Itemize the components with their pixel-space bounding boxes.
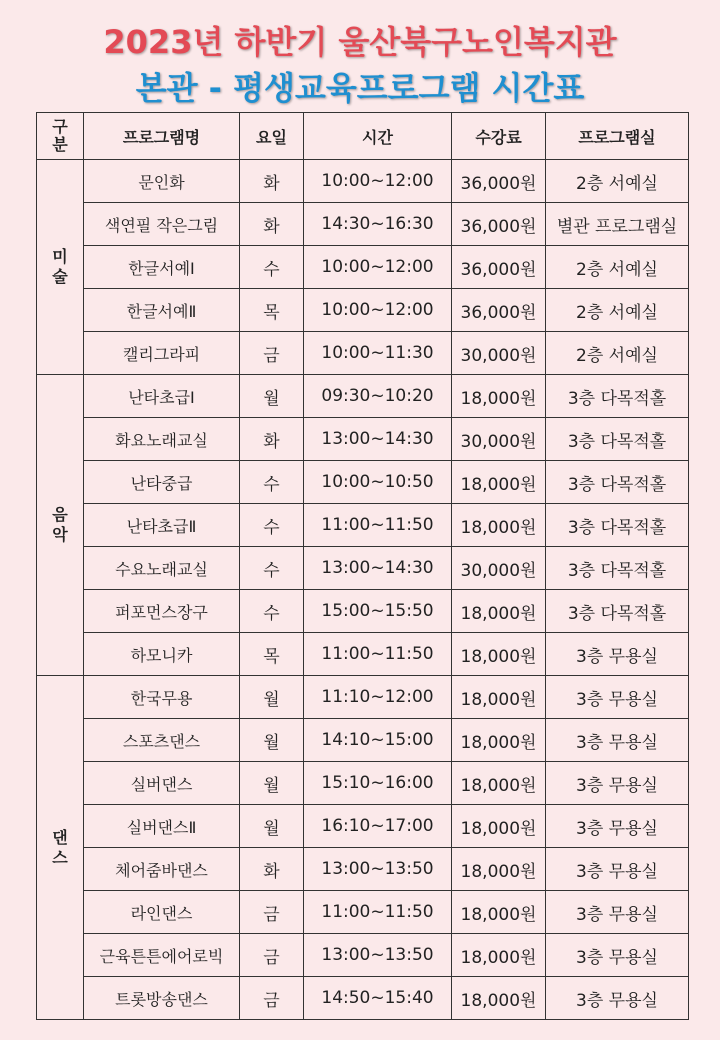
cell-name: 캘리그라피 (84, 332, 240, 375)
cell-name: 실버댄스 (84, 762, 240, 805)
cell-name: 실버댄스Ⅱ (84, 805, 240, 848)
cell-room: 3층 무용실 (546, 762, 689, 805)
category-cell (37, 676, 84, 1020)
cell-name: 퍼포먼스장구 (84, 590, 240, 633)
table-row (37, 332, 689, 375)
cell-room: 3층 다목적홀 (546, 375, 689, 418)
cell-time: 15:10~16:00 (304, 762, 452, 805)
category-cell (37, 160, 84, 375)
cell-room: 3층 다목적홀 (546, 461, 689, 504)
schedule-table (36, 112, 689, 1020)
cell-time: 14:50~15:40 (304, 977, 452, 1020)
cell-room: 3층 무용실 (546, 977, 689, 1020)
cell-room: 3층 무용실 (546, 719, 689, 762)
cell-time: 10:00~12:00 (304, 160, 452, 203)
cell-room: 2층 서예실 (546, 246, 689, 289)
cell-day: 화 (240, 203, 304, 246)
header-name: 프로그램명 (84, 113, 240, 160)
cell-time: 10:00~10:50 (304, 461, 452, 504)
cell-name: 난타초급Ⅱ (84, 504, 240, 547)
cell-name: 근육튼튼에어로빅 (84, 934, 240, 977)
cell-room: 3층 다목적홀 (546, 418, 689, 461)
cell-name: 체어줌바댄스 (84, 848, 240, 891)
cell-day: 월 (240, 676, 304, 719)
cell-day: 금 (240, 891, 304, 934)
table-row (37, 289, 689, 332)
cell-name: 화요노래교실 (84, 418, 240, 461)
cell-fee: 18,000원 (452, 719, 546, 762)
cell-fee: 18,000원 (452, 934, 546, 977)
cell-name: 난타초급Ⅰ (84, 375, 240, 418)
cell-name: 문인화 (84, 160, 240, 203)
cell-name: 한글서예Ⅰ (84, 246, 240, 289)
table-row (37, 934, 689, 977)
cell-time: 13:00~13:50 (304, 848, 452, 891)
table-row (37, 246, 689, 289)
table-row (37, 848, 689, 891)
cell-fee: 18,000원 (452, 805, 546, 848)
table-row (37, 762, 689, 805)
schedule-body (37, 160, 689, 1020)
cell-day: 화 (240, 418, 304, 461)
category-char: 술 (52, 267, 68, 286)
cell-day: 월 (240, 719, 304, 762)
table-row (37, 676, 689, 719)
cell-room: 2층 서예실 (546, 160, 689, 203)
table-row (37, 504, 689, 547)
table-row (37, 805, 689, 848)
category-char: 댄 (52, 827, 68, 847)
cell-time: 13:00~13:50 (304, 934, 452, 977)
header-room: 프로그램실 (546, 113, 689, 160)
cell-fee: 36,000원 (452, 289, 546, 332)
header-category (37, 113, 84, 160)
cell-time: 15:00~15:50 (304, 590, 452, 633)
cell-name: 라인댄스 (84, 891, 240, 934)
cell-day: 화 (240, 160, 304, 203)
cell-day: 금 (240, 977, 304, 1020)
cell-day: 수 (240, 504, 304, 547)
cell-time: 11:00~11:50 (304, 504, 452, 547)
cell-name: 한글서예Ⅱ (84, 289, 240, 332)
category-char: 스 (52, 847, 68, 867)
table-row (37, 461, 689, 504)
table-row (37, 547, 689, 590)
header-fee: 수강료 (452, 113, 546, 160)
cell-fee: 30,000원 (452, 418, 546, 461)
header-category-char: 구 (52, 117, 68, 136)
cell-day: 월 (240, 805, 304, 848)
cell-name: 하모니카 (84, 633, 240, 676)
table-row (37, 375, 689, 418)
cell-room: 3층 무용실 (546, 633, 689, 676)
header-time: 시간 (304, 113, 452, 160)
cell-room: 3층 무용실 (546, 934, 689, 977)
cell-room: 3층 무용실 (546, 848, 689, 891)
cell-fee: 30,000원 (452, 547, 546, 590)
cell-time: 10:00~12:00 (304, 289, 452, 332)
table-row (37, 203, 689, 246)
cell-day: 월 (240, 762, 304, 805)
cell-time: 14:10~15:00 (304, 719, 452, 762)
table-row (37, 977, 689, 1020)
cell-room: 3층 무용실 (546, 676, 689, 719)
header-category-char: 분 (52, 135, 68, 154)
cell-fee: 18,000원 (452, 762, 546, 805)
cell-time: 10:00~12:00 (304, 246, 452, 289)
cell-day: 수 (240, 590, 304, 633)
cell-fee: 18,000원 (452, 590, 546, 633)
cell-day: 수 (240, 246, 304, 289)
cell-fee: 36,000원 (452, 246, 546, 289)
table-row (37, 633, 689, 676)
cell-fee: 18,000원 (452, 848, 546, 891)
cell-day: 금 (240, 332, 304, 375)
cell-name: 수요노래교실 (84, 547, 240, 590)
cell-time: 11:00~11:50 (304, 891, 452, 934)
cell-time: 10:00~11:30 (304, 332, 452, 375)
table-row (37, 160, 689, 203)
cell-room: 3층 다목적홀 (546, 590, 689, 633)
cell-room: 별관 프로그램실 (546, 203, 689, 246)
cell-day: 금 (240, 934, 304, 977)
table-header-row (37, 113, 689, 160)
cell-fee: 18,000원 (452, 504, 546, 547)
table-row (37, 891, 689, 934)
cell-day: 수 (240, 547, 304, 590)
cell-day: 월 (240, 375, 304, 418)
page-subtitle: 본관 - 평생교육프로그램 시간표 (135, 69, 585, 107)
cell-name: 색연필 작은그림 (84, 203, 240, 246)
cell-fee: 18,000원 (452, 633, 546, 676)
table-row (37, 418, 689, 461)
cell-fee: 36,000원 (452, 203, 546, 246)
cell-room: 3층 무용실 (546, 891, 689, 934)
cell-fee: 36,000원 (452, 160, 546, 203)
cell-day: 목 (240, 289, 304, 332)
cell-room: 3층 다목적홀 (546, 547, 689, 590)
cell-fee: 18,000원 (452, 461, 546, 504)
cell-room: 2층 서예실 (546, 289, 689, 332)
cell-name: 트롯방송댄스 (84, 977, 240, 1020)
cell-time: 09:30~10:20 (304, 375, 452, 418)
category-char: 악 (52, 525, 68, 544)
cell-time: 11:00~11:50 (304, 633, 452, 676)
cell-time: 13:00~14:30 (304, 547, 452, 590)
cell-room: 3층 무용실 (546, 805, 689, 848)
cell-fee: 18,000원 (452, 977, 546, 1020)
cell-fee: 30,000원 (452, 332, 546, 375)
cell-name: 스포츠댄스 (84, 719, 240, 762)
cell-time: 11:10~12:00 (304, 676, 452, 719)
table-row (37, 719, 689, 762)
cell-day: 목 (240, 633, 304, 676)
cell-fee: 18,000원 (452, 891, 546, 934)
cell-room: 3층 다목적홀 (546, 504, 689, 547)
cell-room: 2층 서예실 (546, 332, 689, 375)
cell-fee: 18,000원 (452, 375, 546, 418)
category-char: 음 (52, 505, 68, 524)
cell-day: 화 (240, 848, 304, 891)
table-row (37, 590, 689, 633)
page-title: 2023년 하반기 울산북구노인복지관 (103, 23, 617, 61)
cell-name: 난타중급 (84, 461, 240, 504)
category-cell (37, 375, 84, 676)
cell-fee: 18,000원 (452, 676, 546, 719)
cell-day: 수 (240, 461, 304, 504)
cell-time: 16:10~17:00 (304, 805, 452, 848)
cell-time: 13:00~14:30 (304, 418, 452, 461)
header-day: 요일 (240, 113, 304, 160)
category-char: 미 (52, 247, 68, 266)
cell-name: 한국무용 (84, 676, 240, 719)
cell-time: 14:30~16:30 (304, 203, 452, 246)
